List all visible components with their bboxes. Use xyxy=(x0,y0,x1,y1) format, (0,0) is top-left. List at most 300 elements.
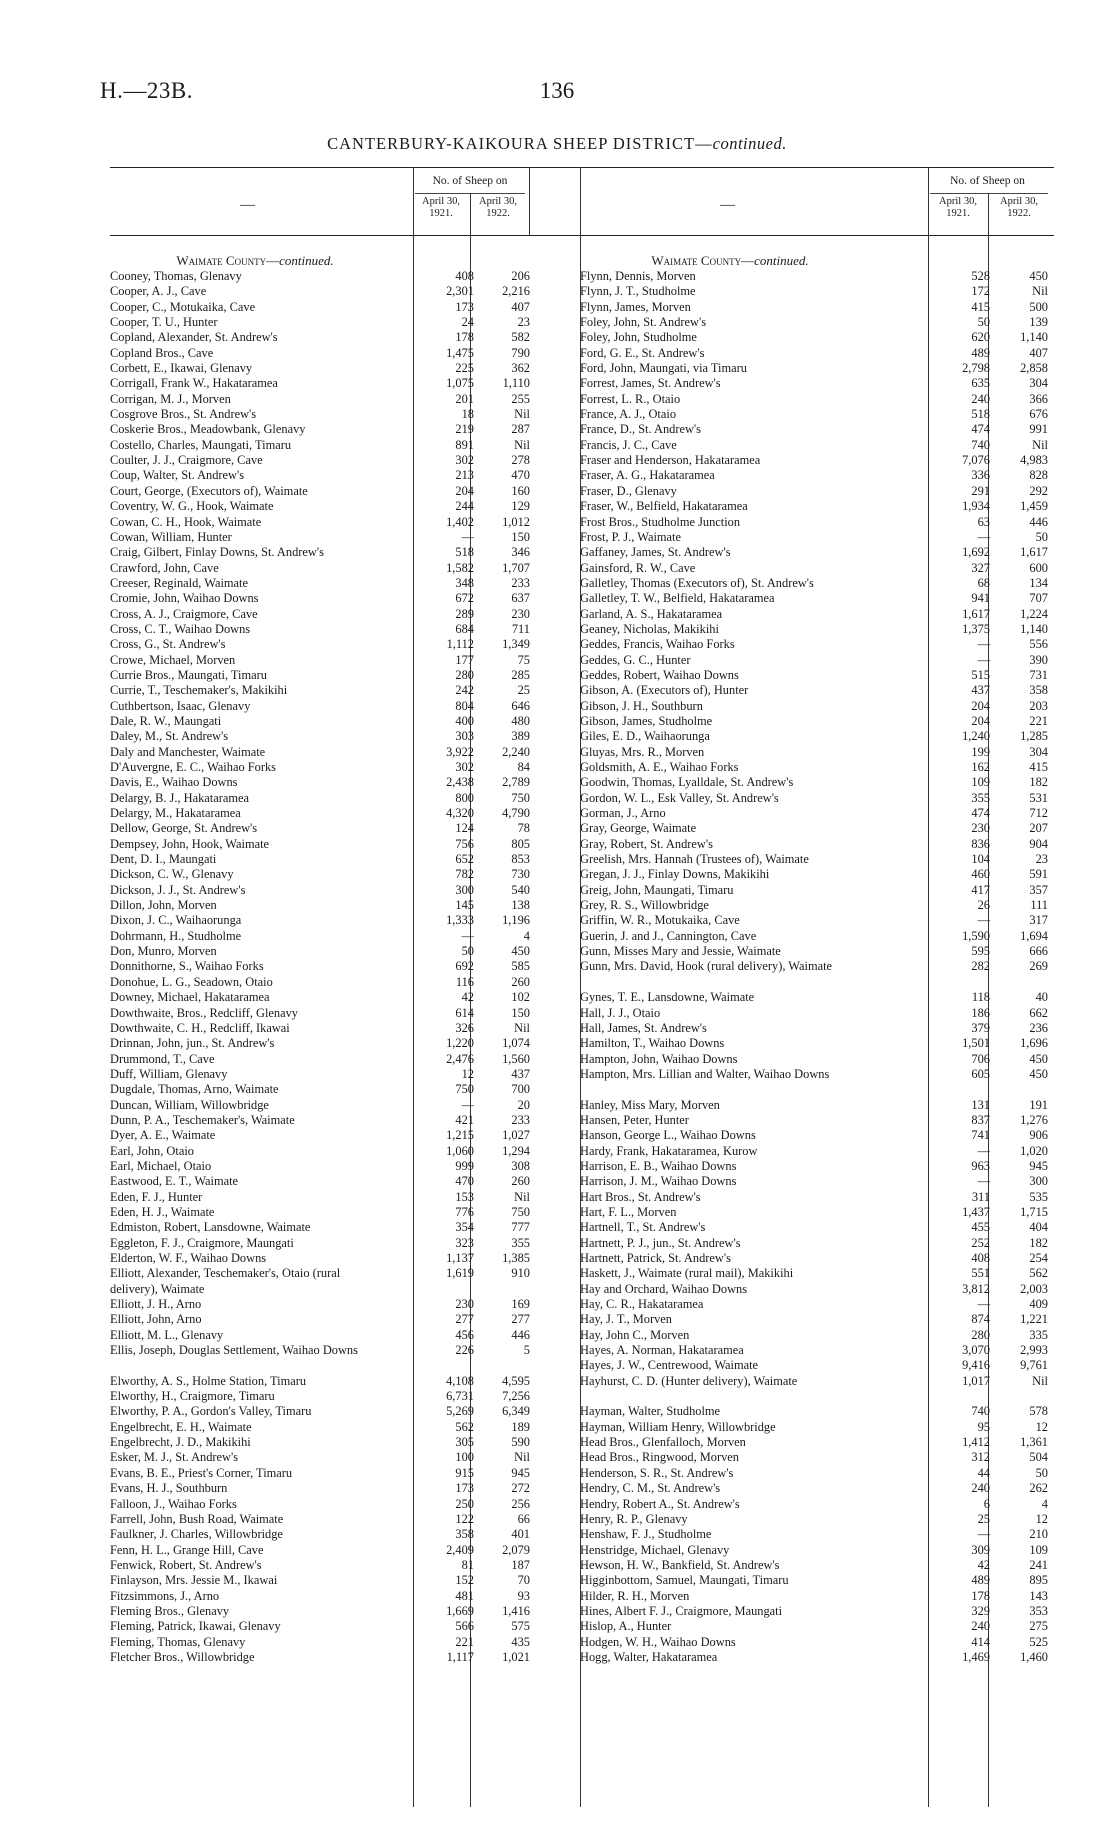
sheep-count-1922: 254 xyxy=(1029,1251,1048,1265)
table-row xyxy=(110,821,590,836)
sheep-count-1922: Nil xyxy=(514,1020,530,1035)
table-row xyxy=(580,622,1054,637)
sheep-count-1921: 230 xyxy=(971,821,990,836)
sheep-count-1922: 4,595 xyxy=(502,1373,530,1388)
owner-name: Corrigan, M. J., Morven xyxy=(110,391,231,406)
table-row xyxy=(580,929,1054,944)
sheep-count-1922: Nil xyxy=(514,1450,530,1465)
sheep-count-1922: 111 xyxy=(1030,898,1048,913)
sheep-count-1922: 169 xyxy=(511,1297,530,1312)
sheep-count-1921: 455 xyxy=(971,1220,990,1235)
table-row xyxy=(110,1312,590,1327)
table-row xyxy=(580,1067,1054,1098)
sheep-count-1921: 336 xyxy=(971,468,990,483)
sheep-count-1921: 50 xyxy=(977,315,990,330)
sheep-count-1921: 1,112 xyxy=(446,637,474,652)
sheep-count-1921: 1,934 xyxy=(962,499,990,514)
table-row xyxy=(110,852,590,867)
owner-name: Hay, John C., Morven xyxy=(580,1327,690,1342)
owner-name: Hayman, William Henry, Willowbridge xyxy=(580,1419,776,1434)
table-row xyxy=(110,1082,590,1097)
owner-name: Gregan, J. J., Finlay Downs, Makikihi xyxy=(580,867,770,882)
sheep-count-1922: 562 xyxy=(1029,1266,1048,1281)
table-row xyxy=(110,1021,590,1036)
sheep-count-1922: 304 xyxy=(1029,744,1048,759)
sheep-count-1921: 6 xyxy=(983,1496,990,1511)
sheep-count-1921: 153 xyxy=(455,1189,474,1204)
sheep-count-1921: 280 xyxy=(455,667,474,682)
owner-name: Evans, H. J., Southburn xyxy=(110,1481,228,1496)
table-row xyxy=(580,561,1054,576)
owner-name: Grey, R. S., Willowbridge xyxy=(580,898,709,913)
sheep-count-1921: 614 xyxy=(455,1005,474,1020)
owner-name: Hampton, John, Waihao Downs xyxy=(580,1051,738,1066)
table-row xyxy=(580,1190,1054,1205)
sheep-count-1921: 173 xyxy=(455,1481,474,1496)
sheep-count-1921: 515 xyxy=(971,667,990,682)
owner-name: Dyer, A. E., Waimate xyxy=(110,1128,216,1143)
table-row xyxy=(110,1589,590,1604)
owner-name: Frost, P. J., Waimate xyxy=(580,529,681,544)
table-row xyxy=(580,699,1054,714)
sheep-count-1921: 9,416 xyxy=(962,1358,990,1373)
sheep-count-1921: — xyxy=(977,913,990,928)
sheep-count-1922: 2,216 xyxy=(502,284,530,299)
sheep-count-1922: 1,294 xyxy=(502,1143,530,1158)
sheep-count-1922: 531 xyxy=(1029,790,1048,805)
table-row xyxy=(580,1558,1054,1573)
owner-name: Dale, R. W., Maungati xyxy=(110,713,222,728)
sheep-count-1922: 646 xyxy=(511,698,530,713)
owner-name: Elworthy, A. S., Holme Station, Timaru xyxy=(110,1373,307,1388)
table-row xyxy=(110,1113,590,1128)
sheep-count-1921: 652 xyxy=(455,852,474,867)
sheep-count-1921: 242 xyxy=(455,683,474,698)
sheep-count-1922: 1,459 xyxy=(1020,499,1048,514)
sheep-count-1922: 2,858 xyxy=(1020,361,1048,376)
sheep-count-1921: 311 xyxy=(971,1189,990,1204)
sheep-count-1921: 104 xyxy=(971,852,990,867)
sheep-count-1922: 407 xyxy=(1029,345,1048,360)
table-row xyxy=(580,1512,1054,1527)
sheep-count-1922: 1,385 xyxy=(502,1251,530,1265)
sheep-count-1921: 252 xyxy=(971,1235,990,1250)
sheep-count-1922: 4 xyxy=(1041,1496,1048,1511)
owner-name: Hamilton, T., Waihao Downs xyxy=(580,1036,725,1051)
owner-name: Elderton, W. F., Waihao Downs xyxy=(110,1251,267,1265)
sheep-count-1922: 450 xyxy=(511,944,530,959)
owner-name: Corbett, E., Ikawai, Glenavy xyxy=(110,361,253,376)
table-row xyxy=(580,438,1054,453)
owner-name: Daley, M., St. Andrew's xyxy=(110,729,229,744)
owner-name: Foley, John, Studholme xyxy=(580,330,697,345)
owner-name: Hart, F. L., Morven xyxy=(580,1204,677,1219)
sheep-count-1921: 750 xyxy=(455,1082,474,1097)
sheep-count-1922: 50 xyxy=(1035,1465,1048,1480)
owner-name: Dowthwaite, Bros., Redcliff, Glenavy xyxy=(110,1005,299,1020)
sheep-count-1921: 874 xyxy=(971,1312,990,1327)
sheep-count-1922: 277 xyxy=(511,1312,530,1327)
sheep-count-1922: 256 xyxy=(511,1496,530,1511)
sheep-count-1922: 287 xyxy=(511,422,530,437)
table-row xyxy=(110,1374,590,1389)
owner-name: Gibson, James, Studholme xyxy=(580,713,713,728)
owner-name: Court, George, (Executors of), Waimate xyxy=(110,483,308,498)
sheep-count-1922: 600 xyxy=(1029,560,1048,575)
sheep-count-1921: 302 xyxy=(455,760,474,774)
sheep-count-1922: 450 xyxy=(1029,1051,1048,1066)
table-row xyxy=(580,1435,1054,1450)
sheep-count-1921: 18 xyxy=(461,407,474,422)
table-row xyxy=(110,837,590,852)
sheep-count-1921: 474 xyxy=(971,806,990,821)
table-row xyxy=(110,1266,590,1297)
owner-name: Earl, John, Otaio xyxy=(110,1143,194,1158)
sheep-count-1921: 1,240 xyxy=(962,729,990,744)
sheep-count-1921: 1,375 xyxy=(962,621,990,636)
sheep-count-1921: 221 xyxy=(455,1634,474,1649)
section-heading-right: Waimate County—continued. xyxy=(651,253,809,268)
sheep-count-1922: 260 xyxy=(511,1174,530,1189)
table-row xyxy=(110,1174,590,1189)
sheep-count-1921: 280 xyxy=(971,1327,990,1342)
sheep-count-1922: 7,256 xyxy=(502,1389,530,1404)
table-row xyxy=(580,576,1054,591)
table-row xyxy=(110,1497,590,1512)
sheep-count-1922: Nil xyxy=(514,437,530,452)
sheep-count-1921: 250 xyxy=(455,1496,474,1511)
sheep-count-1921: 1,469 xyxy=(962,1649,990,1664)
table-row xyxy=(580,1374,1054,1405)
sheep-count-1922: 308 xyxy=(511,1158,530,1173)
owner-name: Coskerie Bros., Meadowbank, Glenavy xyxy=(110,422,306,437)
sheep-count-1922: Nil xyxy=(514,1189,530,1204)
table-row xyxy=(580,837,1054,852)
table-row xyxy=(580,1358,1054,1373)
sheep-count-1921: — xyxy=(461,1097,474,1112)
sheep-count-1921: 116 xyxy=(455,974,474,989)
sheep-count-1922: 480 xyxy=(511,713,530,728)
table-row xyxy=(110,453,590,468)
table-row xyxy=(580,1052,1054,1067)
sheep-count-1921: — xyxy=(461,928,474,943)
sheep-count-1921: 782 xyxy=(455,867,474,882)
table-row xyxy=(580,1404,1054,1419)
sheep-count-1921: 1,137 xyxy=(446,1251,474,1265)
owner-name: Creeser, Reginald, Waimate xyxy=(110,575,248,590)
sheep-count-1922: 906 xyxy=(1029,1128,1048,1143)
sheep-count-1921: 518 xyxy=(455,545,474,560)
section-heading-left: Waimate County—continued. xyxy=(176,253,334,268)
sheep-count-1921: 44 xyxy=(977,1465,990,1480)
sheep-count-1922: 6,349 xyxy=(502,1404,530,1419)
sheep-count-1922: Nil xyxy=(1032,1373,1048,1388)
sheep-count-1922: 390 xyxy=(1029,652,1048,667)
sheep-count-1921: 4,108 xyxy=(446,1373,474,1388)
sheep-count-1922: 556 xyxy=(1029,637,1048,652)
table-row xyxy=(580,1481,1054,1496)
owner-name: Gordon, W. L., Esk Valley, St. Andrew's xyxy=(580,790,779,805)
sheep-count-1921: 2,438 xyxy=(446,775,474,790)
sheep-count-1922: 1,715 xyxy=(1020,1204,1048,1219)
sheep-count-1922: 78 xyxy=(517,821,530,836)
table-row xyxy=(110,1527,590,1542)
table-row xyxy=(580,607,1054,622)
owner-name: Fleming Bros., Glenavy xyxy=(110,1603,230,1618)
sheep-count-1922: 504 xyxy=(1029,1450,1048,1465)
sheep-count-1921: 244 xyxy=(455,499,474,514)
sheep-count-1922: 255 xyxy=(511,391,530,406)
sheep-count-1922: 662 xyxy=(1029,1005,1048,1020)
sheep-count-1921: 605 xyxy=(971,1066,990,1081)
sheep-count-1922: 707 xyxy=(1029,591,1048,606)
sheep-count-1921: 414 xyxy=(971,1634,990,1649)
table-row xyxy=(110,545,590,560)
sheep-count-1922: 366 xyxy=(1029,391,1048,406)
owner-name: Gunn, Mrs. David, Hook (rural delivery), Waimate xyxy=(580,959,833,974)
owner-name: Fraser, D., Glenavy xyxy=(580,483,677,498)
table-row xyxy=(580,1635,1054,1650)
sheep-count-1921: 5,269 xyxy=(446,1404,474,1419)
table-row xyxy=(580,683,1054,698)
sheep-count-1921: 1,669 xyxy=(446,1603,474,1618)
owner-name: Gunn, Misses Mary and Jessie, Waimate xyxy=(580,944,781,959)
sheep-count-1922: 362 xyxy=(511,361,530,376)
table-row xyxy=(110,515,590,530)
owner-name: Hendry, C. M., St. Andrew's xyxy=(580,1481,721,1496)
owner-name: Ford, John, Maungati, via Timaru xyxy=(580,361,747,376)
sheep-count-1922: 991 xyxy=(1029,422,1048,437)
table-row xyxy=(580,1128,1054,1143)
table-row xyxy=(580,1312,1054,1327)
sheep-count-1922: 150 xyxy=(511,1005,530,1020)
sheep-count-1921: 915 xyxy=(455,1465,474,1480)
sheep-count-1921: 1,475 xyxy=(446,345,474,360)
table-row xyxy=(110,1573,590,1588)
sheep-count-1922: 139 xyxy=(1029,315,1048,330)
owner-name: Currie Bros., Maungati, Timaru xyxy=(110,667,267,682)
table-row xyxy=(110,1512,590,1527)
sheep-count-1921: 291 xyxy=(971,483,990,498)
sheep-count-1922: 415 xyxy=(1029,760,1048,774)
sheep-count-1921: 122 xyxy=(455,1511,474,1526)
sheep-count-1922: 590 xyxy=(511,1435,530,1450)
sheep-count-1922: 66 xyxy=(517,1511,530,1526)
owner-name: Finlayson, Mrs. Jessie M., Ikawai xyxy=(110,1573,278,1588)
sheep-count-1922: 4,790 xyxy=(502,806,530,821)
sheep-count-1922: 9,761 xyxy=(1020,1358,1048,1373)
table-row xyxy=(580,407,1054,422)
sheep-count-1921: 999 xyxy=(455,1158,474,1173)
owner-name: Daly and Manchester, Waimate xyxy=(110,744,266,759)
owner-name: Cross, C. T., Waihao Downs xyxy=(110,621,251,636)
owner-name: Hilder, R. H., Morven xyxy=(580,1588,690,1603)
table-row xyxy=(110,683,590,698)
owner-name: Greig, John, Maungati, Timaru xyxy=(580,882,734,897)
sheep-count-1922: 150 xyxy=(511,529,530,544)
sheep-count-1921: 837 xyxy=(971,1112,990,1127)
sheep-count-1922: 129 xyxy=(511,499,530,514)
sheep-count-1922: 2,993 xyxy=(1020,1343,1048,1358)
owner-name: Esker, M. J., St. Andrew's xyxy=(110,1450,239,1465)
sheep-count-1922: 853 xyxy=(511,852,530,867)
sheep-count-1922: 407 xyxy=(511,299,530,314)
table-row xyxy=(110,653,590,668)
table-row xyxy=(580,346,1054,361)
table-row xyxy=(580,1236,1054,1251)
table-row xyxy=(580,898,1054,913)
sheep-count-1921: 740 xyxy=(971,437,990,452)
sheep-count-1922: 591 xyxy=(1029,867,1048,882)
table-row xyxy=(580,867,1054,882)
sheep-count-1921: 481 xyxy=(455,1588,474,1603)
sheep-count-1922: 582 xyxy=(511,330,530,345)
table-row xyxy=(110,1435,590,1450)
table-row xyxy=(580,959,1054,990)
owner-name: Falloon, J., Waihao Forks xyxy=(110,1496,237,1511)
sheep-count-1921: 63 xyxy=(977,514,990,529)
sheep-count-1922: 1,285 xyxy=(1020,729,1048,744)
table-row xyxy=(110,944,590,959)
owner-name: Donnithorne, S., Waihao Forks xyxy=(110,959,264,974)
owner-name: Hayman, Walter, Studholme xyxy=(580,1404,721,1419)
table-row xyxy=(580,883,1054,898)
table-row xyxy=(580,361,1054,376)
table-row xyxy=(580,653,1054,668)
sheep-count-1921: 2,301 xyxy=(446,284,474,299)
owner-name: Cooper, C., Motukaika, Cave xyxy=(110,299,256,314)
table-row xyxy=(580,852,1054,867)
table-row xyxy=(110,1389,590,1404)
sheep-count-1921: 42 xyxy=(977,1557,990,1572)
sheep-count-1921: 12 xyxy=(461,1066,474,1081)
owner-name: Eggleton, F. J., Craigmore, Maungati xyxy=(110,1235,294,1250)
table-row xyxy=(110,714,590,729)
sheep-count-1921: 3,812 xyxy=(962,1281,990,1296)
sheep-count-1922: 828 xyxy=(1029,468,1048,483)
table-row xyxy=(580,1527,1054,1542)
sheep-count-1921: 312 xyxy=(971,1450,990,1465)
owner-name: Elworthy, H., Craigmore, Timaru xyxy=(110,1389,275,1404)
sheep-count-1922: 143 xyxy=(1029,1588,1048,1603)
owner-name: Corrigall, Frank W., Hakataramea xyxy=(110,376,278,391)
table-row xyxy=(110,1635,590,1650)
sheep-count-1922: 1,276 xyxy=(1020,1112,1048,1127)
table-row xyxy=(110,607,590,622)
sheep-count-1921: 240 xyxy=(971,1619,990,1634)
sheep-count-1921: 672 xyxy=(455,591,474,606)
sheep-count-1921: 358 xyxy=(455,1527,474,1542)
owner-name: Dugdale, Thomas, Arno, Waimate xyxy=(110,1082,279,1097)
sheep-count-1921: 1,117 xyxy=(446,1649,474,1664)
owner-name: Gray, Robert, St. Andrew's xyxy=(580,836,713,851)
table-row xyxy=(580,484,1054,499)
table-row xyxy=(110,1128,590,1143)
owner-name: Gainsford, R. W., Cave xyxy=(580,560,696,575)
sheep-count-1922: 206 xyxy=(511,269,530,283)
owner-name: Flynn, Dennis, Morven xyxy=(580,269,696,283)
sheep-count-1922: 1,221 xyxy=(1020,1312,1048,1327)
right-table-body xyxy=(580,269,1054,1665)
owner-name: Currie, T., Teschemaker's, Makikihi xyxy=(110,683,288,698)
table-row xyxy=(580,1282,1054,1297)
table-row xyxy=(580,1266,1054,1281)
owner-name: Coulter, J. J., Craigmore, Cave xyxy=(110,453,263,468)
owner-name: Earl, Michael, Otaio xyxy=(110,1158,212,1173)
owner-name: Hartnett, Patrick, St. Andrew's xyxy=(580,1251,731,1265)
sheep-count-1922: 895 xyxy=(1029,1573,1048,1588)
sheep-count-1922: 5 xyxy=(523,1343,530,1358)
owner-name: Hanley, Miss Mary, Morven xyxy=(580,1097,720,1112)
sheep-count-1921: 1,582 xyxy=(446,560,474,575)
sheep-count-1921: 941 xyxy=(971,591,990,606)
owner-name: Dixon, J. C., Waihaorunga xyxy=(110,913,242,928)
sheep-count-1922: 20 xyxy=(517,1097,530,1112)
table-row xyxy=(110,959,590,974)
owner-name: Geddes, G. C., Hunter xyxy=(580,652,691,667)
sheep-count-1921: 489 xyxy=(971,1573,990,1588)
sheep-count-1921: 456 xyxy=(455,1327,474,1342)
sheep-count-1921: 551 xyxy=(971,1266,990,1281)
table-row xyxy=(580,269,1054,284)
table-row xyxy=(110,898,590,913)
table-row xyxy=(580,468,1054,483)
owner-name: Harrison, J. M., Waihao Downs xyxy=(580,1174,737,1189)
sheep-count-1921: 131 xyxy=(971,1097,990,1112)
sheep-count-1921: 1,692 xyxy=(962,545,990,560)
sheep-count-1921: 474 xyxy=(971,422,990,437)
sheep-count-1922: 23 xyxy=(1035,852,1048,867)
table-row xyxy=(580,1589,1054,1604)
owner-name: Hendry, Robert A., St. Andrew's xyxy=(580,1496,740,1511)
table-row xyxy=(110,468,590,483)
table-row xyxy=(110,1052,590,1067)
owner-name: Hayhurst, C. D. (Hunter delivery), Waimate xyxy=(580,1373,798,1388)
sheep-count-1921: 776 xyxy=(455,1204,474,1219)
table-row xyxy=(580,637,1054,652)
owner-name: Haskett, J., Waimate (rural mail), Makikihi xyxy=(580,1266,794,1281)
table-row xyxy=(580,1220,1054,1235)
owner-name: Costello, Charles, Maungati, Timaru xyxy=(110,437,292,452)
owner-name: Fleming, Thomas, Glenavy xyxy=(110,1634,246,1649)
table-row xyxy=(110,392,590,407)
sheep-count-1922: 805 xyxy=(511,836,530,851)
sheep-count-1921: 562 xyxy=(455,1419,474,1434)
sheep-count-1922: 187 xyxy=(511,1557,530,1572)
table-row xyxy=(580,1450,1054,1465)
sheep-count-1921: 326 xyxy=(455,1020,474,1035)
sheep-count-1921: 100 xyxy=(455,1450,474,1465)
table-row xyxy=(110,1251,590,1266)
sheep-count-1921: 327 xyxy=(971,560,990,575)
owner-name: Griffin, W. R., Motukaika, Cave xyxy=(580,913,740,928)
sheep-count-1921: 595 xyxy=(971,944,990,959)
sheep-count-1921: 1,412 xyxy=(962,1435,990,1450)
sheep-count-1922: 1,696 xyxy=(1020,1036,1048,1051)
owner-name: Davis, E., Waihao Downs xyxy=(110,775,238,790)
table-row xyxy=(110,745,590,760)
table-row xyxy=(110,1236,590,1251)
table-row xyxy=(110,668,590,683)
sheep-count-1922: 578 xyxy=(1029,1404,1048,1419)
sheep-count-1921: 1,619 xyxy=(446,1266,474,1281)
header-date-1922: April 30, 1922. xyxy=(1000,196,1038,219)
owner-name: Don, Munro, Morven xyxy=(110,944,217,959)
owner-name: Hanson, George L., Waihao Downs xyxy=(580,1128,756,1143)
sheep-count-1921: 277 xyxy=(455,1312,474,1327)
table-row xyxy=(110,913,590,928)
owner-name: Hart Bros., St. Andrew's xyxy=(580,1189,701,1204)
